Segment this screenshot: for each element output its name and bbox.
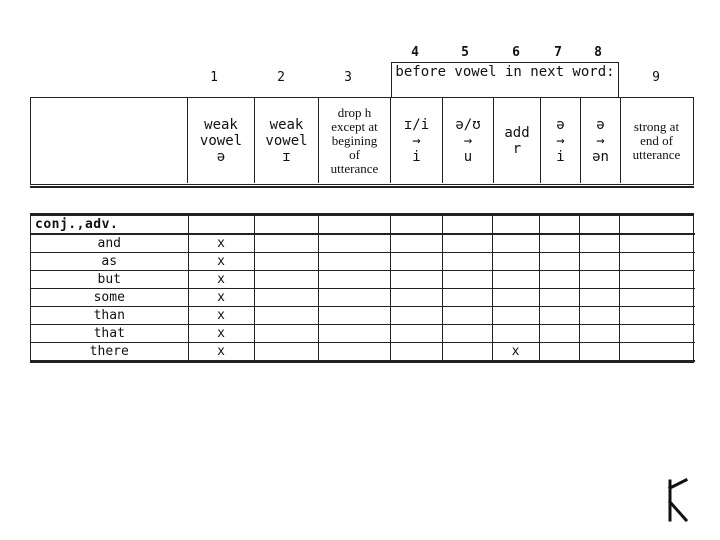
table-cell	[579, 343, 619, 362]
table-cell	[539, 234, 579, 253]
table-cell	[492, 216, 539, 234]
header-schwa-to-en	[580, 98, 620, 183]
table-cell	[254, 271, 318, 289]
header-line: ə	[556, 116, 565, 133]
table-cell	[579, 216, 619, 234]
header-line: vowel	[265, 132, 308, 149]
column-number-7: 7	[554, 45, 562, 60]
table-cell	[442, 343, 492, 362]
word-table	[30, 213, 694, 363]
header-line: begining	[331, 132, 378, 148]
section-label: conj.,adv.	[31, 216, 188, 234]
header-line: drop h	[337, 104, 372, 120]
header-line: except at	[331, 118, 378, 134]
table-cell	[390, 234, 442, 253]
header-i-to-i	[390, 98, 442, 183]
table-row	[31, 289, 695, 307]
table-cell	[442, 289, 492, 307]
table-cell	[318, 343, 390, 362]
table-cell	[390, 216, 442, 234]
table-cell	[442, 325, 492, 343]
table-cell: x	[188, 289, 254, 307]
table-cell	[492, 325, 539, 343]
table-cell	[318, 253, 390, 271]
table-cell: x	[188, 325, 254, 343]
table-cell	[579, 289, 619, 307]
table-cell	[539, 307, 579, 325]
header-drop-h	[318, 98, 390, 183]
column-number-8: 8	[594, 45, 602, 60]
header-line: of	[349, 146, 360, 162]
header-line: →	[412, 132, 421, 149]
table-cell	[318, 271, 390, 289]
header-line: strong at	[633, 118, 680, 134]
column-number-4: 4	[411, 45, 419, 60]
table-row	[31, 307, 695, 325]
column-number-9: 9	[652, 70, 660, 85]
table-cell	[318, 325, 390, 343]
group-header-text: before vowel in next word:	[395, 64, 615, 80]
table-cell	[390, 253, 442, 271]
table-cell	[318, 307, 390, 325]
table-cell	[619, 253, 695, 271]
table-cell	[619, 271, 695, 289]
table-row	[31, 234, 695, 253]
table-cell	[492, 253, 539, 271]
header-line: vowel	[199, 132, 243, 149]
table-cell: x	[188, 271, 254, 289]
row-word: but	[31, 271, 188, 289]
header-line: weak	[269, 116, 304, 133]
header-line: ə	[216, 148, 226, 165]
table-cell	[619, 289, 695, 307]
group-header-before-vowel	[391, 62, 619, 97]
header-line: r	[512, 140, 522, 157]
header-line: u	[463, 148, 473, 165]
table-cell	[579, 325, 619, 343]
table-cell	[619, 343, 695, 362]
row-word: as	[31, 253, 188, 271]
table-cell	[579, 234, 619, 253]
table-row	[31, 253, 695, 271]
table-cell	[539, 271, 579, 289]
table-cell	[318, 234, 390, 253]
table-cell	[539, 253, 579, 271]
table-cell	[254, 325, 318, 343]
table-cell	[188, 216, 254, 234]
table-cell: x	[492, 343, 539, 362]
table-cell	[579, 271, 619, 289]
table-cell	[318, 216, 390, 234]
table-cell	[254, 216, 318, 234]
table-cell	[492, 271, 539, 289]
table-cell	[442, 253, 492, 271]
table-cell	[442, 271, 492, 289]
table-row	[31, 343, 695, 362]
table-cell	[492, 234, 539, 253]
table-cell: x	[188, 253, 254, 271]
table-cell	[492, 307, 539, 325]
header-strong-at-end	[620, 98, 692, 183]
header-line: ɪ/i	[403, 116, 430, 133]
table-cell	[539, 289, 579, 307]
table-cell	[492, 289, 539, 307]
table-row	[31, 325, 695, 343]
table-cell	[254, 253, 318, 271]
header-line: ən	[592, 148, 609, 165]
header-weak-vowel-i	[254, 98, 318, 183]
table-cell	[390, 271, 442, 289]
table-cell: x	[188, 343, 254, 362]
table-cell	[442, 216, 492, 234]
table-cell	[539, 325, 579, 343]
table-cell	[579, 307, 619, 325]
row-word: than	[31, 307, 188, 325]
table-cell	[619, 325, 695, 343]
header-bottom-rule	[30, 182, 694, 188]
table-cell	[539, 343, 579, 362]
table-cell	[254, 289, 318, 307]
column-number-1: 1	[210, 70, 218, 85]
table-cell	[390, 289, 442, 307]
table-cell	[579, 253, 619, 271]
header-line: ɪ	[282, 148, 291, 165]
table-cell	[254, 234, 318, 253]
header-line: ə/ʊ	[455, 116, 481, 133]
row-word: that	[31, 325, 188, 343]
header-weak-vowel-schwa	[187, 98, 254, 183]
header-line: →	[556, 132, 565, 149]
header-line: weak	[204, 116, 238, 133]
table-cell	[254, 307, 318, 325]
row-word: some	[31, 289, 188, 307]
header-line: utterance	[330, 160, 379, 176]
column-header-row	[30, 97, 694, 185]
section-row	[31, 216, 695, 234]
column-number-6: 6	[512, 45, 520, 60]
table-row	[31, 271, 695, 289]
header-line: i	[556, 148, 565, 165]
header-line: utterance	[632, 146, 681, 162]
table-cell	[539, 216, 579, 234]
table-cell: x	[188, 234, 254, 253]
table-cell	[390, 325, 442, 343]
header-schwa-to-i	[540, 98, 580, 183]
table-cell	[390, 343, 442, 362]
rune-mark-icon	[664, 478, 698, 522]
table-cell	[619, 307, 695, 325]
header-line: →	[463, 132, 473, 149]
header-line: ə	[596, 116, 605, 133]
header-schwa-upsilon-to-u	[442, 98, 493, 183]
header-line: end of	[640, 132, 673, 148]
row-word: there	[31, 343, 188, 362]
table-cell	[390, 307, 442, 325]
table-cell: x	[188, 307, 254, 325]
column-number-5: 5	[461, 45, 469, 60]
header-add-r	[493, 98, 540, 183]
table-body	[31, 234, 695, 361]
table-cell	[442, 234, 492, 253]
header-line: →	[596, 132, 605, 149]
row-word: and	[31, 234, 188, 253]
table-cell	[442, 307, 492, 325]
header-line: add	[504, 124, 530, 141]
table-cell	[318, 289, 390, 307]
table-cell	[619, 216, 695, 234]
column-number-3: 3	[344, 70, 352, 85]
header-line: i	[412, 148, 421, 165]
column-number-2: 2	[277, 70, 285, 85]
table-cell	[254, 343, 318, 362]
table-cell	[619, 234, 695, 253]
